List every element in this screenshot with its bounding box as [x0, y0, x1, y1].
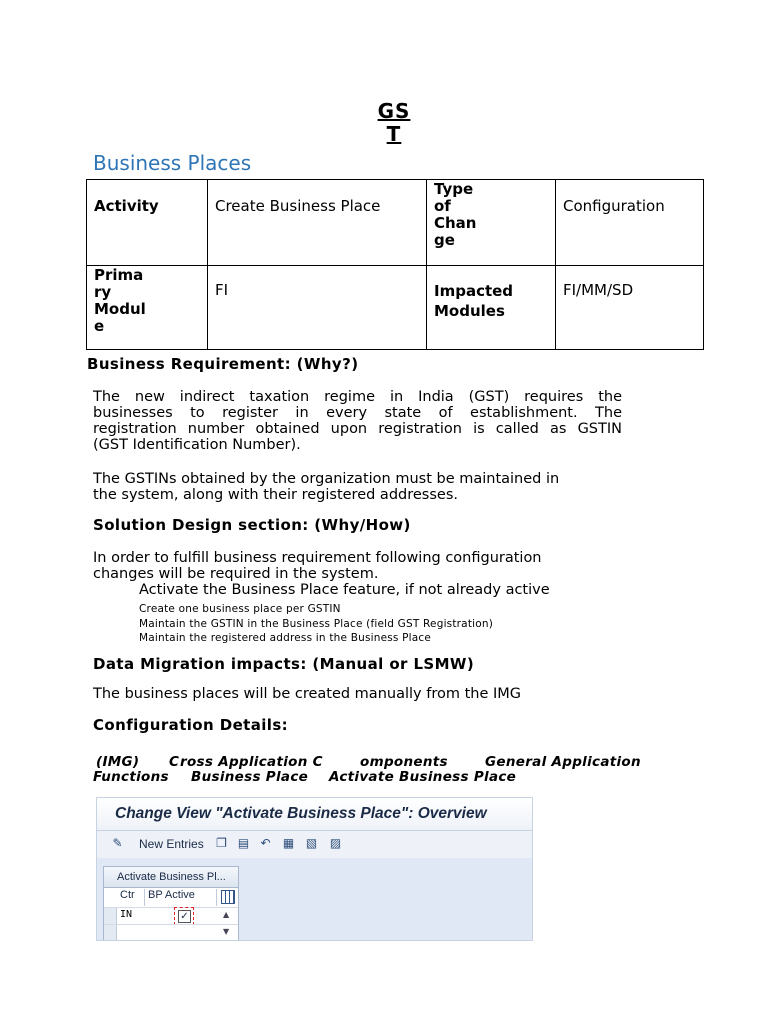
- column-header-ctr[interactable]: Ctr: [117, 889, 145, 906]
- select-all-icon[interactable]: ▦: [282, 836, 295, 850]
- path-img: (IMG): [96, 754, 140, 770]
- business-requirement-para2: [93, 471, 559, 503]
- column-header-bp-active[interactable]: BP Active: [145, 889, 217, 906]
- sap-table-header: [104, 867, 238, 888]
- solution-design-heading: Solution Design section: (Why/How): [93, 516, 411, 534]
- sap-title-bar: [97, 798, 532, 831]
- type-of-change-label: [427, 180, 556, 266]
- table-row: [104, 907, 238, 924]
- paragraph-line: registration number obtained upon registration is called as GSTIN: [93, 421, 622, 437]
- paragraph-line: the system, along with their registered addresses.: [93, 487, 458, 503]
- new-entries-icon[interactable]: ✎: [112, 836, 123, 850]
- bp-active-checkbox[interactable]: ✓: [178, 910, 191, 923]
- delete-icon[interactable]: ▤: [237, 836, 250, 850]
- impacted-label-line: Modules: [434, 302, 505, 320]
- type-label-line: of: [434, 197, 451, 215]
- cell-ctr: IN: [120, 909, 133, 920]
- sap-screenshot: [96, 797, 533, 941]
- paragraph-line: The GSTINs obtained by the organization must be maintained in: [93, 471, 560, 487]
- document-title-line2: T: [386, 122, 402, 146]
- impacted-label-line: Impacted: [434, 282, 514, 300]
- path-activate-business-place: Activate Business Place: [329, 769, 517, 785]
- module-label-line: e: [94, 317, 105, 335]
- business-requirement-para1: [93, 389, 622, 453]
- path-general-application: General Application: [485, 754, 641, 770]
- primary-module-label: [87, 266, 208, 350]
- scroll-up-icon[interactable]: ▲: [223, 910, 230, 919]
- business-requirement-heading: Business Requirement: (Why?): [87, 355, 359, 373]
- paragraph-line: (GST Identification Number).: [93, 437, 301, 453]
- module-label-line: Modul: [94, 300, 146, 318]
- module-label-line: ry: [94, 283, 112, 301]
- path-c1: C: [169, 754, 180, 770]
- module-label-line: Prima: [94, 266, 144, 284]
- solution-design-intro: [93, 550, 542, 582]
- impacted-modules-label: [427, 266, 556, 350]
- path-functions: Functions: [93, 769, 169, 785]
- new-entries-button[interactable]: New Entries: [139, 837, 204, 851]
- undo-icon[interactable]: ↶: [260, 836, 271, 850]
- table-row: [104, 924, 238, 941]
- primary-module-value: FI: [208, 266, 427, 350]
- path-cross-application: ross Application C: [180, 754, 323, 770]
- document-title-line1: GS: [377, 99, 411, 123]
- copy-icon[interactable]: ❐: [216, 836, 227, 850]
- section-heading: Business Places: [93, 151, 252, 175]
- list-item: Create one business place per GSTIN: [139, 603, 341, 615]
- type-of-change-value: Configuration: [556, 180, 704, 266]
- scroll-down-icon[interactable]: ▼: [223, 927, 230, 936]
- path-business-place: Business Place: [191, 769, 309, 785]
- table-settings-icon[interactable]: [221, 890, 235, 904]
- data-migration-text: The business places will be created manually from the IMG: [93, 686, 521, 702]
- select-block-icon[interactable]: ▧: [305, 836, 318, 850]
- path-components: omponents: [360, 754, 448, 770]
- info-table: [86, 179, 704, 350]
- impacted-modules-value: FI/MM/SD: [556, 266, 704, 350]
- table-row: [87, 266, 704, 350]
- data-migration-heading: Data Migration impacts: (Manual or LSMW): [93, 655, 475, 673]
- activity-value: Create Business Place: [208, 180, 427, 266]
- configuration-path: [93, 740, 693, 788]
- solution-steps-list: [139, 602, 493, 646]
- solution-step-main: Activate the Business Place feature, if not already active: [139, 582, 550, 598]
- activity-label: Activity: [87, 180, 208, 266]
- paragraph-line: businesses to register in every state of establishment. The: [93, 405, 622, 421]
- table-row: [87, 180, 704, 266]
- paragraph-line: The new indirect taxation regime in India (GST) requires the: [93, 389, 622, 405]
- document-title: [370, 100, 418, 146]
- type-label-line: Type: [434, 180, 474, 198]
- sap-table: [103, 866, 239, 941]
- sap-screen-title: Change View "Activate Business Place": Overview: [115, 805, 487, 822]
- list-item: Maintain the GSTIN in the Business Place (field GST Registration): [139, 617, 494, 630]
- deselect-icon[interactable]: ▨: [329, 836, 342, 850]
- paragraph-line: changes will be required in the system.: [93, 566, 379, 582]
- type-label-line: Chan: [434, 214, 477, 232]
- list-item: Maintain the registered address in the Business Place: [139, 632, 432, 644]
- sap-toolbar: [97, 831, 532, 858]
- type-label-line: ge: [434, 231, 455, 249]
- sap-table-title: Activate Business Pl...: [117, 871, 226, 883]
- configuration-heading: Configuration Details:: [93, 716, 289, 734]
- paragraph-line: In order to fulfill business requirement following configuration: [93, 550, 542, 566]
